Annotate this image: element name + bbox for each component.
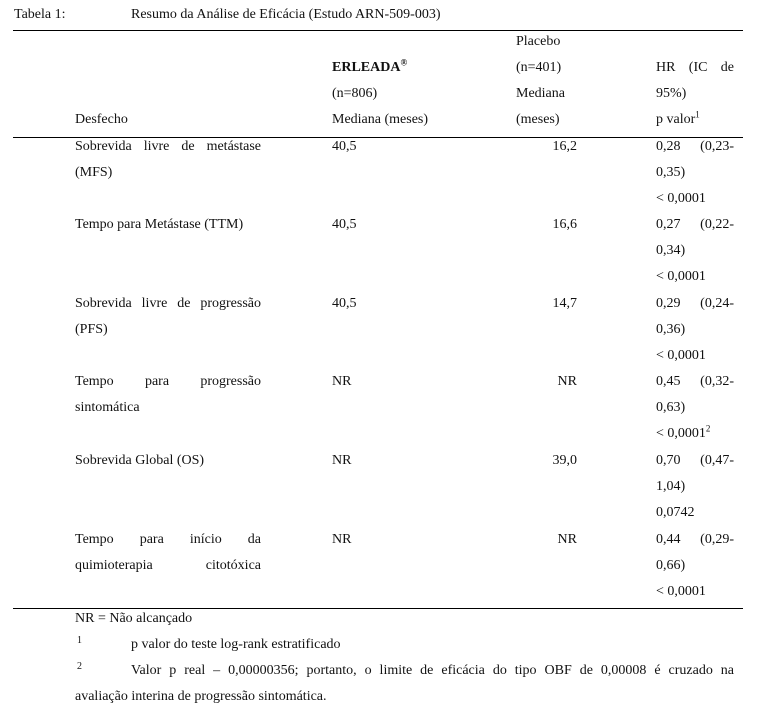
row-p-value: < 0,0001 xyxy=(656,584,706,599)
header-placebo-stat2: (meses) xyxy=(516,112,560,127)
row-outcome: Tempo para início da quimioterapia citotóxica xyxy=(75,532,261,573)
row-hr xyxy=(656,527,734,605)
row-hr-ci-end: 0,35) xyxy=(656,165,686,180)
row-outcome: Sobrevida Global (OS) xyxy=(75,453,205,468)
row-hr xyxy=(656,134,734,212)
footnote-2-marker: 2 xyxy=(77,661,82,672)
row-hr-ci-end: 0,63) xyxy=(656,400,686,415)
row-erleada-value: NR xyxy=(332,453,352,468)
row-hr xyxy=(656,291,734,369)
header-hr xyxy=(656,55,734,133)
header-placebo-n: (n=401) xyxy=(516,60,562,75)
row-hr-ci-end: 0,34) xyxy=(656,243,686,258)
row-erleada-value: NR xyxy=(332,374,352,389)
table-caption-label: Tabela 1: xyxy=(14,7,66,22)
footnote-nr: NR = Não alcançado xyxy=(75,611,193,626)
row-hr-ci-end: 0,66) xyxy=(656,558,686,573)
row-hr-ci-start: 0,27 (0,22- xyxy=(656,217,734,232)
row-outcome: Tempo para progressão sintomática xyxy=(75,374,261,415)
row-erleada-value: 40,5 xyxy=(332,296,357,311)
header-hr-line1: HR (IC de xyxy=(656,60,734,75)
footnote-1-text: p valor do teste log-rank estratificado xyxy=(131,637,341,652)
header-erleada: ERLEADA® xyxy=(332,57,408,75)
row-placebo-value: 14,7 xyxy=(552,296,577,311)
row-outcome: Sobrevida livre de metástase (MFS) xyxy=(75,139,261,180)
header-placebo: Placebo xyxy=(516,34,561,49)
row-hr-ci-start: 0,45 (0,32- xyxy=(656,374,734,389)
header-erleada-stat: Mediana (meses) xyxy=(332,112,429,127)
row-placebo-value: 39,0 xyxy=(552,453,577,468)
footnote-2-line2: avaliação interina de progressão sintomática. xyxy=(75,689,327,704)
row-erleada-value: 40,5 xyxy=(332,139,357,154)
row-hr-ci-start: 0,70 (0,47- xyxy=(656,453,734,468)
row-p-value: 0,0742 xyxy=(656,505,695,520)
row-p-value: < $0,0001^2$ xyxy=(656,423,711,441)
row-p-value: < 0,0001 xyxy=(656,348,706,363)
table-top-rule xyxy=(13,30,743,31)
footnote-1-marker: 1 xyxy=(77,635,82,646)
row-hr-ci-start: 0,44 (0,29- xyxy=(656,532,734,547)
row-placebo-value: 16,6 xyxy=(552,217,577,232)
header-hr-line3: p valor$^1$ xyxy=(656,109,700,127)
row-erleada-value: 40,5 xyxy=(332,217,357,232)
row-hr xyxy=(656,369,734,447)
row-placebo-value: NR xyxy=(557,532,577,547)
row-placebo-value: NR xyxy=(557,374,577,389)
row-p-value: < 0,0001 xyxy=(656,269,706,284)
row-placebo-value: 16,2 xyxy=(552,139,577,154)
row-outcome: Sobrevida livre de progressão (PFS) xyxy=(75,296,261,337)
row-erleada-value: NR xyxy=(332,532,352,547)
header-hr-line2: 95%) xyxy=(656,86,687,101)
header-desfecho: Desfecho xyxy=(75,112,128,127)
row-hr xyxy=(656,448,734,526)
header-erleada-n: (n=806) xyxy=(332,86,378,101)
table-caption-title: Resumo da Análise de Eficácia (Estudo ARN-509-003) xyxy=(131,7,441,22)
row-hr-ci-end: 1,04) xyxy=(656,479,686,494)
header-placebo-stat1: Mediana xyxy=(516,86,565,101)
row-hr-ci-end: 0,36) xyxy=(656,322,686,337)
row-hr-ci-start: 0,29 (0,24- xyxy=(656,296,734,311)
footnote-2-text xyxy=(75,658,734,710)
footnote-2-line1: Valor p real – 0,00000356; portanto, o limite de eficácia do tipo OBF de 0,00008 é cruzado na xyxy=(131,663,734,678)
row-outcome: Tempo para Metástase (TTM) xyxy=(75,217,244,232)
row-hr xyxy=(656,212,734,290)
row-p-value: < 0,0001 xyxy=(656,191,706,206)
row-hr-ci-start: 0,28 (0,23- xyxy=(656,139,734,154)
